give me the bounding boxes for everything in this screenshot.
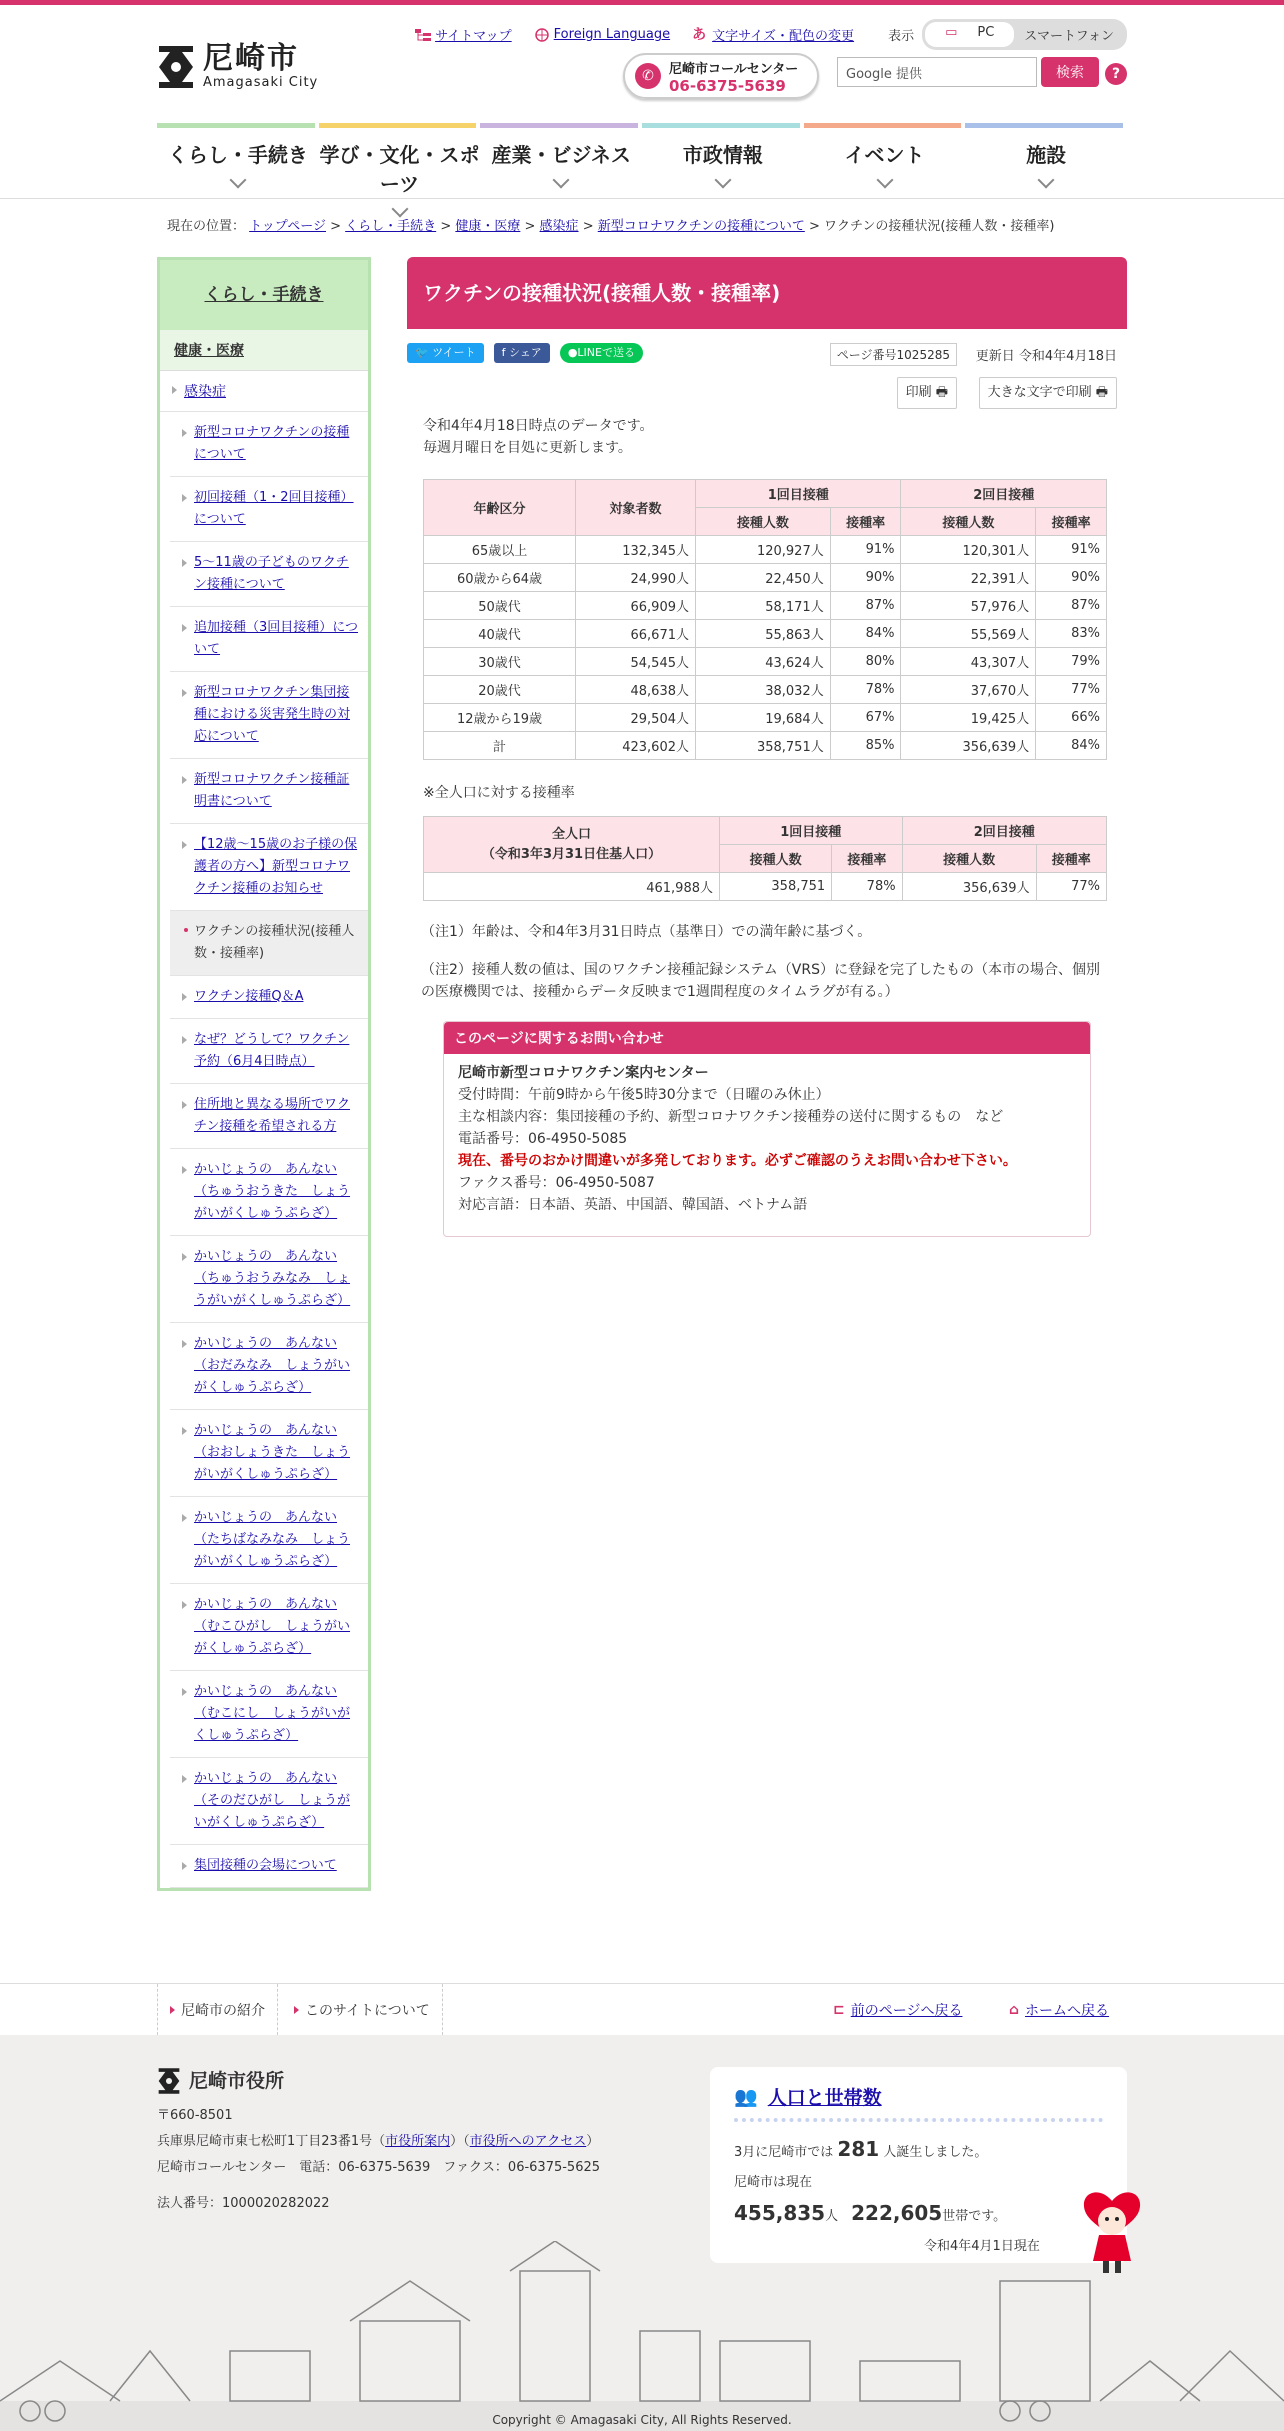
inquiry-box [443,1021,1091,1237]
gnav-item-0[interactable]: くらし・手続き [157,123,319,198]
inquiry-languages: 対応言語：日本語、英語、中国語、韓国語、ベトナム語 [458,1197,808,1213]
city-emblem-icon [157,44,195,90]
display-smartphone-option[interactable]: スマートフォン [1024,29,1114,44]
table-row: 50歳代 66,909人 58,171人 87% 57,976人 87% [424,592,1107,620]
gnav-item-4[interactable]: イベント [804,123,966,198]
sidebar-item[interactable]: かいじょうの あんない（おだみなみ しょうがいがくしゅうぷらざ） [170,1323,368,1410]
inquiry-fax: ファクス番号：06-4950-5087 [458,1175,655,1191]
gnav-color-bar [642,123,800,128]
th-dose1-count: 接種人数 [720,845,832,873]
th-dose2: 2回目接種 [902,817,1106,845]
footer-corp-number: 法人番号：1000020282022 [157,2196,330,2211]
th-population: 全人口 （令和3年3月31日住基人口） [424,817,720,873]
line-share-button[interactable]: ●LINEで送る [560,343,643,363]
tweet-button[interactable]: 🐦 ツイート [407,343,484,363]
chevron-down-icon [714,172,731,189]
cityscape-illustration [0,2241,1284,2431]
footer-org [157,2067,600,2217]
th-dose1-rate: 接種率 [830,508,901,536]
vaccination-total-population-table [423,816,1107,901]
footer-org-name: 尼崎市役所 [189,2070,285,2092]
inquiry-topics: 主な相談内容：集団接種の予約、新型コロナワクチン接種券の送付に関するもの など [458,1109,1004,1125]
facebook-icon: f [501,346,506,359]
inquiry-tel: 電話番号：06-4950-5085 [458,1131,628,1147]
note-1: （注1）年齢は、令和4年3月31日時点（基準日）での満年齢に基づく。 [421,924,872,940]
printer-icon: 🖶 [935,385,948,400]
main-area [157,257,1127,1967]
births-count: 281 [837,2137,880,2161]
sidebar-title[interactable]: くらし・手続き [160,260,368,330]
sidebar-item[interactable]: ワクチン接種Q＆A [170,976,368,1019]
sidebar-item[interactable]: かいじょうの あんない（たちばなみなみ しょうがいがくしゅうぷらざ） [170,1497,368,1584]
call-center-box [623,53,819,99]
logo-title: 尼崎市 [203,41,299,76]
sidebar-item[interactable]: かいじょうの あんない（そのだひがし しょうがいがくしゅうぷらざ） [170,1758,368,1845]
chevron-down-icon [876,172,893,189]
back-link[interactable]: ⊏ 前のページへ戻る [833,2001,963,2019]
vaccination-by-age-table [423,479,1107,760]
table-row: 461,988人 358,751 78% 356,639人 77% [424,873,1107,901]
chevron-down-icon [1038,172,1055,189]
table-row: 20歳代 48,638人 38,032人 78% 37,670人 77% [424,676,1107,704]
breadcrumb-infection[interactable]: 感染症 [539,219,579,234]
gnav-color-bar [480,123,638,128]
sidebar-item[interactable]: 新型コロナワクチン接種証明書について [170,759,368,824]
intro-text: 令和4年4月18日時点のデータです。 毎週月曜日を目処に更新します。 [423,418,654,456]
th-dose2-count: 接種人数 [902,845,1036,873]
household-count: 222,605 [851,2201,943,2225]
copyright: Copyright © Amagasaki City, All Rights Reserved. [492,2413,792,2427]
chevron-down-icon [553,172,570,189]
print-large-button[interactable]: 大きな文字で印刷 🖶 [979,377,1117,409]
site-footer [0,2035,1284,2431]
people-icon: 👥 [734,2086,758,2108]
population-link[interactable]: 人口と世帯数 [767,2087,882,2109]
display-switch [888,19,1127,50]
call-center-number: 06-6375-5639 [669,76,786,95]
sidebar-item[interactable]: 【12歳～15歳のお子様の保護者の方へ】新型コロナワクチン接種のお知らせ [170,824,368,911]
note-2: （注2）接種人数の値は、国のワクチン接種記録システム（VRS）に登録を完了したもの（本市の場合、個別の医療機関では、接種からデータ反映まで1週間程度のタイムラグが有る。） [421,962,1100,1000]
gnav-item-3[interactable]: 市政情報 [642,123,804,198]
display-toggle [922,19,1127,50]
page-content [407,257,1127,1237]
gnav-item-5[interactable]: 施設 [965,123,1127,198]
gnav-color-bar [804,123,962,128]
text-size-icon: あ [692,26,707,43]
search-input[interactable]: Google 提供 [837,57,1037,87]
table-row: 12歳から19歳 29,504人 19,684人 67% 19,425人 66% [424,704,1107,732]
print-button[interactable]: 印刷 🖶 [897,377,957,409]
th-dose2-count: 接種人数 [901,508,1036,536]
footer-address: 兵庫県尼崎市東七松町1丁目23番1号（市役所案内）（市役所へのアクセス） [157,2134,600,2149]
foreign-language-link[interactable]: Foreign Language [534,27,670,42]
sidebar-item[interactable]: かいじょうの あんない（むこひがし しょうがいがくしゅうぷらざ） [170,1584,368,1671]
footer-zip: 〒660-8501 [157,2108,233,2123]
th-dose1-rate: 接種率 [832,845,902,873]
population-table-caption: ※全人口に対する接種率 [423,785,575,801]
footer-nav [0,1983,1284,2035]
help-icon[interactable]: ? [1105,63,1127,85]
table-row: 計 423,602人 358,751人 85% 356,639人 84% [424,732,1107,760]
table-row: 30歳代 54,545人 43,624人 80% 43,307人 79% [424,648,1107,676]
page-title: ワクチンの接種状況(接種人数・接種率) [407,257,1127,329]
site-header [157,5,1127,123]
table-row: 65歳以上 132,345人 120,927人 91% 120,301人 91% [424,536,1107,564]
sidebar-item[interactable]: 新型コロナワクチン集団接種における災害発生時の対応について [170,672,368,759]
footer-link-about[interactable]: 尼崎市の紹介 [157,1984,278,2035]
home-link[interactable]: ⌂ ホームへ戻る [1009,2001,1110,2019]
sidebar-item-infection[interactable]: 感染症 [160,371,368,412]
display-pc-option[interactable]: ▭ PC [925,22,1014,47]
sidebar-item[interactable]: なぜ？どうして？ワクチン予約（6月4日時点） [170,1019,368,1084]
city-hall-guide-link[interactable]: 市役所案内 [385,2134,451,2149]
table-row: 60歳から64歳 24,990人 22,450人 90% 22,391人 90% [424,564,1107,592]
table-row: 40歳代 66,671人 55,863人 84% 55,569人 83% [424,620,1107,648]
gnav-item-2[interactable]: 産業・ビジネス [480,123,642,198]
breadcrumb-vaccine[interactable]: 新型コロナワクチンの接種について [597,219,805,234]
breadcrumb-living[interactable]: くらし・手続き [345,219,437,234]
city-hall-access-link[interactable]: 市役所へのアクセス [469,2134,587,2149]
site-logo[interactable] [157,43,318,90]
sidebar-item[interactable]: かいじょうの あんない（ちゅうおうきた しょうがいがくしゅうぷらざ） [170,1149,368,1236]
breadcrumb-current: ワクチンの接種状況(接種人数・接種率) [824,219,1055,234]
sidebar-item[interactable]: 新型コロナワクチンの接種について [170,412,368,477]
page-number: ページ番号1025285 [830,343,957,366]
th-dose2-rate: 接種率 [1036,845,1106,873]
gnav-color-bar [965,123,1123,128]
sidebar-item[interactable]: 集団接種の会場について [170,1845,368,1888]
display-label: 表示 [888,29,915,44]
th-dose1-count: 接種人数 [696,508,831,536]
breadcrumb-health[interactable]: 健康・医療 [455,219,521,234]
global-nav [0,123,1284,199]
sidebar-item[interactable]: かいじょうの あんない（ちゅうおうみなみ しょうがいがくしゅうぷらざ） [170,1236,368,1323]
sidebar-item[interactable]: 追加接種（3回目接種）について [170,607,368,672]
th-age: 年齢区分 [424,480,576,536]
population-box: 👥 人口と世帯数 3月に尼崎市では 281 人誕生しました。 尼崎市は現在 455,835人 222,605世帯です。 令和4年4月1日現在 [710,2067,1127,2263]
breadcrumb-top[interactable]: トップページ [249,219,326,234]
twitter-icon: 🐦 [415,346,429,359]
pc-icon: ▭ [945,25,958,40]
sidebar-item[interactable]: 初回接種（1・2回目接種）について [170,477,368,542]
sidebar-item[interactable]: 住所地と異なる場所でワクチン接種を希望される方 [170,1084,368,1149]
triangle-icon [294,2006,299,2014]
sitemap-icon [415,28,431,42]
sidebar-item: ワクチンの接種状況(接種人数・接種率) [170,911,368,976]
inquiry-org: 尼崎市新型コロナワクチン案内センター [458,1065,709,1081]
utility-links [393,19,1127,50]
phone-icon: ✆ [635,63,661,89]
footer-call: 尼崎市コールセンター 電話：06-6375-5639 ファクス：06-6375-5625 [157,2160,601,2175]
sidebar-item[interactable]: かいじょうの あんない（おおしょうきた しょうがいがくしゅうぷらざ） [170,1410,368,1497]
inquiry-header: このページに関するお問い合わせ [444,1022,1090,1054]
sitemap-link[interactable]: サイトマップ [415,25,512,44]
th-dose2: 2回目接種 [901,480,1107,508]
th-target: 対象者数 [576,480,696,536]
facebook-share-button[interactable]: f シェア [494,343,550,363]
back-arrow-icon: ⊏ [833,2001,845,2018]
footer-link-site[interactable]: このサイトについて [282,1984,443,2035]
city-emblem-icon [157,2067,181,2095]
search-button[interactable]: 検索 [1041,57,1099,87]
sidebar-item[interactable]: かいじょうの あんない（むこにし しょうがいがくしゅうぷらざ） [170,1671,368,1758]
sidebar [157,257,371,1891]
inquiry-hours: 受付時間：午前9時から午後5時30分まで（日曜のみ休止） [458,1087,830,1103]
printer-icon: 🖶 [1095,385,1108,400]
home-icon: ⌂ [1009,2001,1020,2018]
logo-subtitle: Amagasaki City [203,75,319,90]
globe-icon [534,28,550,42]
triangle-icon [170,2006,175,2014]
th-dose1: 1回目接種 [720,817,903,845]
th-dose1: 1回目接種 [696,480,901,508]
population-count: 455,835 [734,2201,826,2225]
updated-date: 更新日 令和4年4月18日 [975,349,1117,364]
call-center-label: 尼崎市コールセンター [669,61,799,77]
th-dose2-rate: 接種率 [1036,508,1107,536]
sidebar-section[interactable]: 健康・医療 [160,330,368,371]
gnav-color-bar [157,123,315,128]
gnav-color-bar [319,123,477,128]
line-icon: ● [567,346,578,359]
breadcrumb-prefix: 現在の位置： [167,219,246,234]
chevron-down-icon [229,172,246,189]
font-size-color-link[interactable]: あ 文字サイズ・配色の変更 [692,26,855,44]
breadcrumb: 現在の位置： トップページ > くらし・手続き > 健康・医療 > 感染症 > 新型コロナワクチンの接種について > ワクチンの接種状況(接種人数・接種率) [167,219,1055,234]
chevron-down-icon [391,201,408,218]
sidebar-item[interactable]: 5～11歳の子どものワクチン接種について [170,542,368,607]
gnav-item-1[interactable]: 学び・文化・スポーツ [319,123,481,198]
inquiry-warning: 現在、番号のおかけ間違いが多発しております。必ずご確認のうえお問い合わせ下さい。 [458,1153,1017,1169]
